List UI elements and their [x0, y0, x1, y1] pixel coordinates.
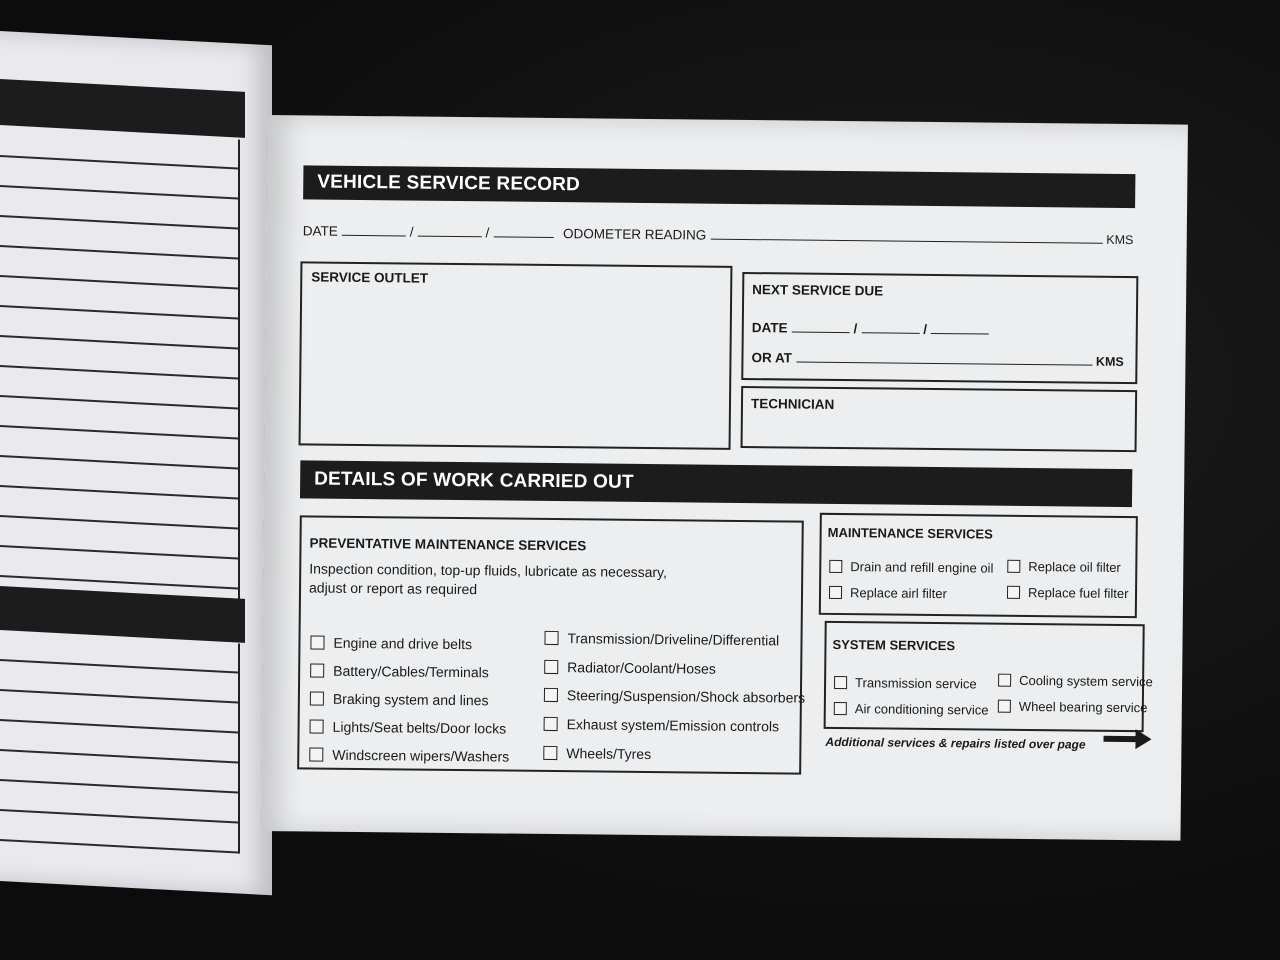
checkbox-engine-belts[interactable]	[310, 634, 472, 652]
checkbox-wheel-bearing-service[interactable]	[998, 699, 1148, 716]
checkbox-radiator[interactable]	[544, 659, 716, 677]
description-line: Inspection condition, top-up fluids, lubricate as necessary,	[309, 560, 668, 581]
title-band	[303, 165, 1135, 208]
checkbox[interactable]	[310, 719, 324, 733]
checkbox-label: Battery/Cables/Terminals	[333, 662, 489, 681]
service-record-page	[261, 115, 1188, 841]
checkbox-wheels[interactable]	[543, 745, 651, 762]
checkbox[interactable]	[310, 691, 324, 705]
checkbox-steering[interactable]	[544, 687, 805, 706]
date-year-field[interactable]	[493, 225, 553, 238]
checkbox-lights[interactable]	[310, 718, 507, 736]
checkbox-cooling-service[interactable]	[998, 673, 1153, 690]
date-label: DATE	[302, 223, 338, 239]
page-title: VEHICLE SERVICE RECORD	[317, 171, 581, 196]
checkbox-label: Cooling system service	[1019, 672, 1153, 690]
preventative-heading: PREVENTATIVE MAINTENANCE SERVICES	[309, 535, 587, 554]
preventative-description	[309, 559, 667, 601]
left-ruled-lines-lower	[0, 630, 240, 854]
next-date-month-field[interactable]	[861, 321, 919, 334]
description-line: adjust or report as required	[308, 579, 478, 598]
system-services-heading: SYSTEM SERVICES	[832, 636, 956, 654]
checkbox-transmission[interactable]	[544, 630, 779, 648]
odometer-label: ODOMETER READING	[563, 226, 707, 243]
checkbox-fuel-filter[interactable]	[1007, 585, 1129, 601]
next-service-date-label: DATE	[751, 320, 788, 336]
checkbox[interactable]	[310, 635, 324, 649]
date-separator: /	[923, 321, 928, 337]
left-ruled-lines	[0, 126, 240, 620]
checkbox[interactable]	[544, 660, 558, 674]
date-day-field[interactable]	[342, 224, 406, 237]
checkbox-label: Windscreen wipers/Washers	[332, 746, 510, 765]
details-band	[300, 460, 1132, 507]
next-service-heading: NEXT SERVICE DUE	[752, 282, 884, 299]
checkbox[interactable]	[998, 674, 1011, 687]
preventative-box	[297, 515, 804, 774]
next-date-day-field[interactable]	[792, 320, 850, 333]
date-separator: /	[409, 224, 414, 240]
checkbox[interactable]	[310, 663, 324, 677]
date-odometer-row	[303, 223, 1134, 247]
technician-box[interactable]	[741, 386, 1138, 452]
checkbox-label: Steering/Suspension/Shock absorbers	[566, 687, 806, 706]
maintenance-heading: MAINTENANCE SERVICES	[827, 524, 993, 542]
next-service-kms-field[interactable]	[796, 351, 1092, 366]
next-date-year-field[interactable]	[931, 322, 989, 335]
left-page	[0, 30, 272, 895]
date-separator: /	[853, 321, 858, 337]
checkbox-label: Transmission/Driveline/Differential	[567, 630, 780, 649]
odometer-field[interactable]	[710, 228, 1102, 244]
checkbox-label: Transmission service	[855, 675, 977, 692]
checkbox[interactable]	[309, 747, 323, 761]
checkbox-transmission-service[interactable]	[834, 675, 977, 691]
checkbox-air-filter[interactable]	[829, 585, 947, 601]
next-service-kms-row	[751, 350, 1123, 369]
checkbox-label: Replace fuel filter	[1027, 584, 1129, 602]
details-title: DETAILS OF WORK CARRIED OUT	[314, 468, 634, 493]
checkbox-label: Wheel bearing service	[1018, 698, 1148, 716]
checkbox[interactable]	[829, 586, 842, 599]
checkbox[interactable]	[829, 560, 842, 573]
additional-services-note: Additional services & repairs listed over page	[825, 734, 1086, 752]
next-service-box	[741, 272, 1138, 384]
checkbox-label: Replace airl filter	[849, 585, 947, 602]
checkbox-exhaust[interactable]	[544, 716, 780, 734]
checkbox-label: Braking system and lines	[332, 690, 489, 709]
checkbox[interactable]	[1007, 560, 1020, 573]
or-at-label: OR AT	[751, 350, 793, 366]
checkbox-drain-oil[interactable]	[829, 559, 993, 576]
odometer-unit: KMS	[1106, 232, 1134, 248]
checkbox[interactable]	[1007, 586, 1020, 599]
right-arrow-icon	[1103, 728, 1153, 751]
checkbox[interactable]	[544, 688, 558, 702]
checkbox-label: Lights/Seat belts/Door locks	[332, 718, 507, 737]
system-services-box	[824, 621, 1153, 732]
checkbox-braking[interactable]	[310, 690, 489, 708]
checkbox-label: Engine and drive belts	[333, 634, 473, 653]
checkbox[interactable]	[544, 631, 558, 645]
service-outlet-box[interactable]	[299, 261, 733, 450]
checkbox-label: Drain and refill engine oil	[850, 559, 994, 576]
date-separator: /	[485, 225, 490, 241]
checkbox[interactable]	[834, 676, 847, 689]
maintenance-box	[819, 513, 1138, 618]
checkbox[interactable]	[543, 746, 557, 760]
checkbox-label: Exhaust system/Emission controls	[566, 716, 780, 735]
checkbox-battery[interactable]	[310, 662, 489, 680]
next-service-date-row	[752, 320, 993, 338]
checkbox-label: Replace oil filter	[1028, 558, 1121, 575]
checkbox[interactable]	[834, 702, 847, 715]
date-month-field[interactable]	[418, 225, 482, 238]
checkbox-oil-filter[interactable]	[1007, 559, 1121, 575]
checkbox-windscreen[interactable]	[309, 746, 509, 764]
checkbox[interactable]	[544, 717, 558, 731]
checkbox-label: Air conditioning service	[854, 701, 989, 718]
service-outlet-label: SERVICE OUTLET	[311, 269, 429, 286]
checkbox[interactable]	[998, 700, 1011, 713]
next-service-unit: KMS	[1095, 354, 1124, 369]
checkbox-label: Radiator/Coolant/Hoses	[567, 659, 716, 677]
technician-label: TECHNICIAN	[750, 396, 835, 412]
checkbox-label: Wheels/Tyres	[566, 745, 652, 763]
checkbox-aircon-service[interactable]	[834, 701, 989, 718]
